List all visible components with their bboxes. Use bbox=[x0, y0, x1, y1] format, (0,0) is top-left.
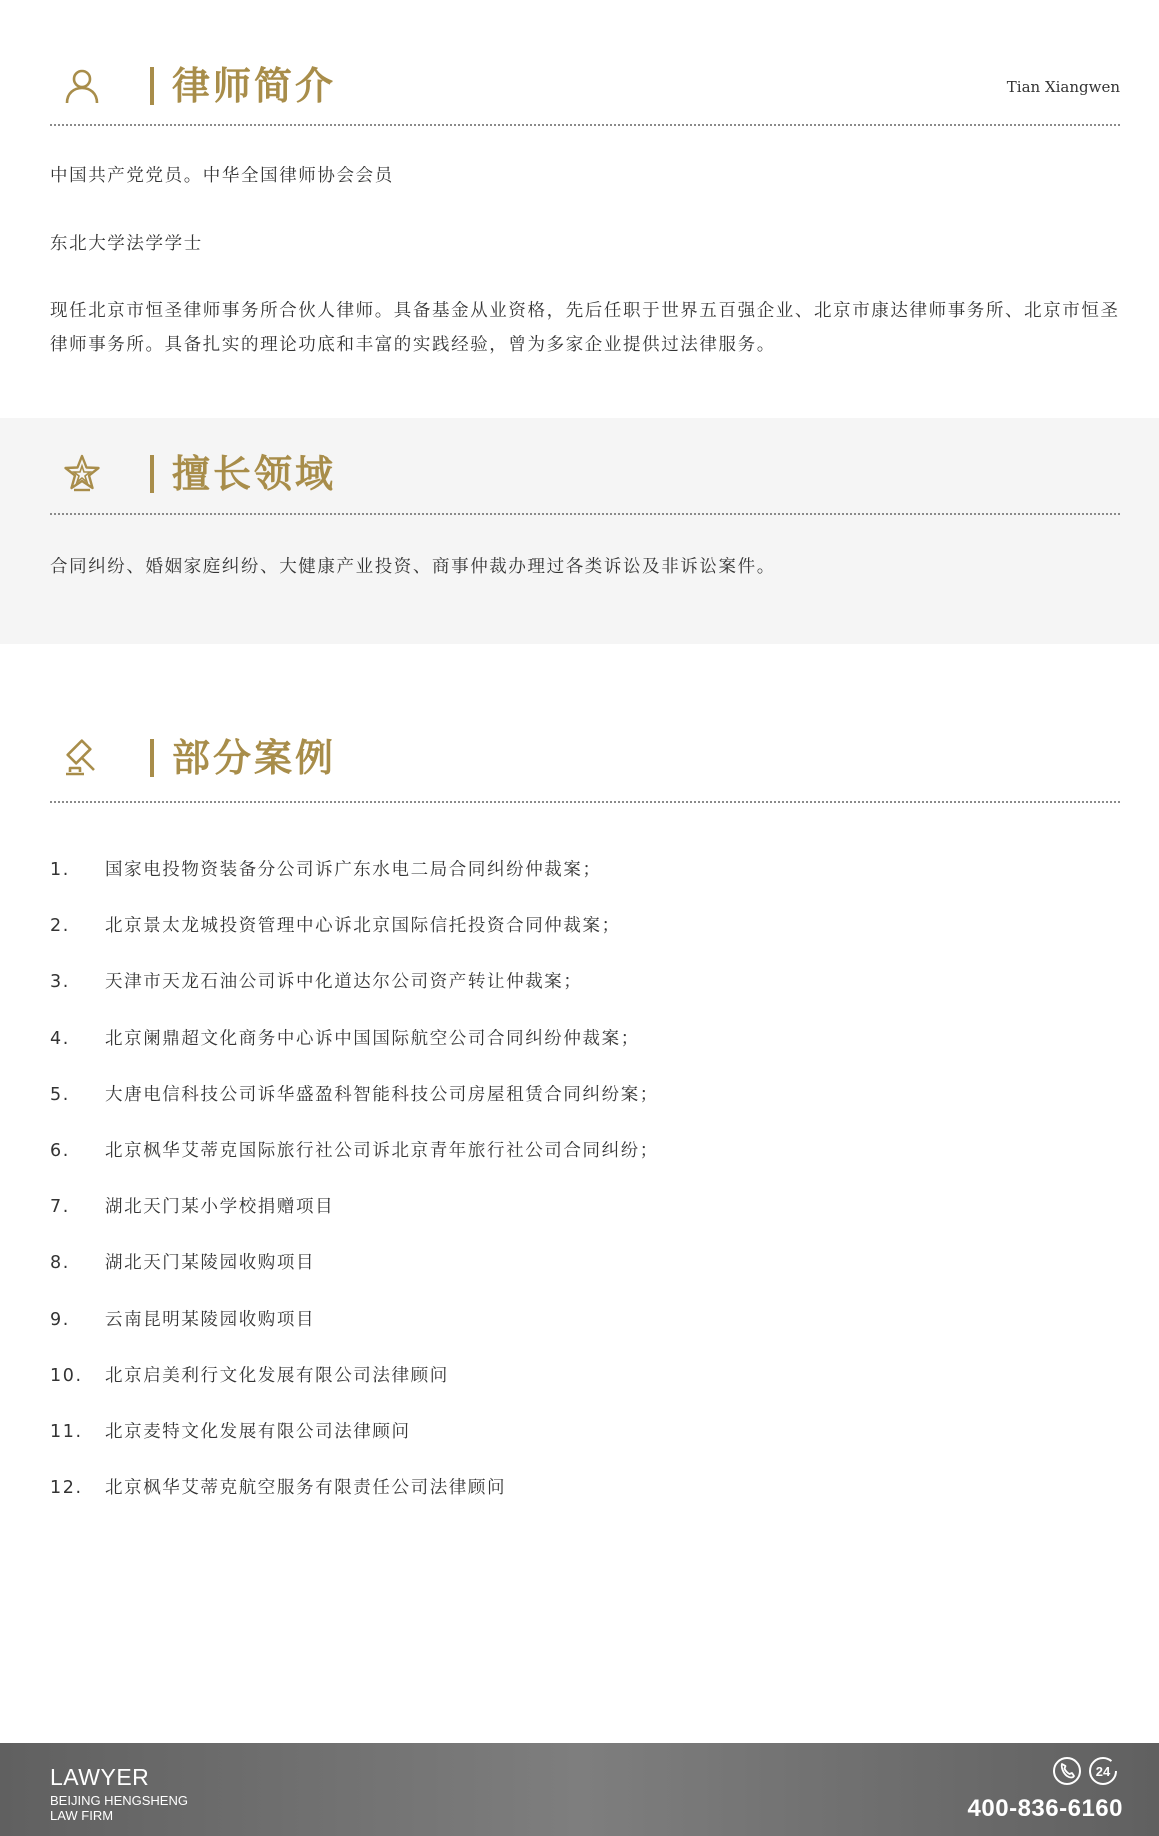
case-number: 2. bbox=[50, 916, 70, 937]
profile-title: 律师简介 bbox=[150, 62, 336, 110]
cases-list bbox=[50, 856, 1120, 1530]
expertise-title: 擅长领域 bbox=[150, 450, 336, 498]
case-number: 5. bbox=[50, 1084, 70, 1105]
gavel-icon bbox=[60, 736, 104, 780]
cases-title: 部分案例 bbox=[150, 734, 336, 782]
list-item bbox=[50, 1025, 1120, 1081]
case-text: 国家电投物资装备分公司诉广东水电二局合同纠纷仲裁案； bbox=[105, 860, 602, 880]
divider bbox=[50, 124, 1120, 126]
case-text: 北京阑鼎超文化商务中心诉中国国际航空公司合同纠纷仲裁案； bbox=[105, 1028, 640, 1049]
divider bbox=[50, 801, 1120, 803]
case-text: 北京枫华艾蒂克国际旅行社公司诉北京青年旅行社公司合同纠纷； bbox=[105, 1140, 659, 1161]
firm-name-line1: BEIJING HENGSHENG bbox=[50, 1793, 188, 1808]
case-number: 9. bbox=[50, 1309, 70, 1330]
expertise-text: 合同纠纷、婚姻家庭纠纷、大健康产业投资、商事仲裁办理过各类诉讼及非诉讼案件。 bbox=[50, 557, 776, 577]
footer bbox=[0, 1743, 1159, 1836]
contact-icons bbox=[1051, 1755, 1121, 1787]
case-number: 1. bbox=[50, 860, 70, 880]
hotline-number[interactable]: 400-836-6160 bbox=[967, 1795, 1123, 1822]
case-text: 湖北天门某小学校捐赠项目 bbox=[105, 1197, 335, 1218]
case-text: 北京景太龙城投资管理中心诉北京国际信托投资合同仲裁案； bbox=[105, 916, 621, 937]
case-number: 10. bbox=[50, 1365, 83, 1386]
cases-header bbox=[50, 728, 1120, 788]
brand-name: LAWYER bbox=[50, 1764, 150, 1790]
profile-section bbox=[0, 0, 1159, 418]
list-item bbox=[50, 1306, 1120, 1362]
list-item bbox=[50, 856, 1120, 912]
case-text: 北京枫华艾蒂克航空服务有限责任公司法律顾问 bbox=[105, 1478, 507, 1499]
list-item bbox=[50, 912, 1120, 968]
case-number: 11. bbox=[50, 1421, 83, 1442]
case-text: 北京启美利行文化发展有限公司法律顾问 bbox=[105, 1365, 449, 1386]
phone-icon bbox=[1054, 1758, 1080, 1784]
case-text: 天津市天龙石油公司诉中化道达尔公司资产转让仲裁案； bbox=[105, 972, 583, 993]
case-number: 3. bbox=[50, 972, 70, 993]
case-number: 4. bbox=[50, 1028, 70, 1049]
list-item bbox=[50, 1474, 1120, 1530]
list-item bbox=[50, 1249, 1120, 1305]
case-text: 大唐电信科技公司诉华盛盈科智能科技公司房屋租赁合同纠纷案； bbox=[105, 1084, 659, 1105]
person-icon bbox=[60, 64, 104, 108]
list-item bbox=[50, 1081, 1120, 1137]
24-hour-icon bbox=[1090, 1758, 1116, 1784]
expertise-header bbox=[50, 444, 1120, 504]
list-item bbox=[50, 1362, 1120, 1418]
case-text: 湖北天门某陵园收购项目 bbox=[105, 1253, 316, 1274]
24-hour-label: 24 bbox=[1095, 1764, 1111, 1779]
lawyer-name-english: Tian Xiangwen bbox=[1006, 78, 1120, 96]
list-item bbox=[50, 968, 1120, 1024]
list-item bbox=[50, 1418, 1120, 1474]
case-text: 云南昆明某陵园收购项目 bbox=[105, 1309, 316, 1330]
cases-section bbox=[0, 644, 1159, 1744]
case-text: 北京麦特文化发展有限公司法律顾问 bbox=[105, 1421, 411, 1442]
case-number: 8. bbox=[50, 1253, 70, 1274]
list-item bbox=[50, 1193, 1120, 1249]
divider bbox=[50, 513, 1120, 515]
firm-name-line2: LAW FIRM bbox=[50, 1808, 114, 1823]
profile-line-career: 现任北京市恒圣律师事务所合伙人律师。具备基金从业资格，先后任职于世界五百强企业、北京市康达律师事务所、北京市恒圣律师事务所。具备扎实的理论功底和丰富的实践经验，曾为多家企业提供过法律服务。 bbox=[50, 301, 1120, 355]
case-number: 12. bbox=[50, 1478, 83, 1499]
case-number: 7. bbox=[50, 1197, 70, 1218]
list-item bbox=[50, 1137, 1120, 1193]
profile-line-education: 东北大学法学学士 bbox=[50, 234, 203, 254]
award-star-icon bbox=[60, 452, 104, 496]
expertise-section bbox=[0, 418, 1159, 644]
case-number: 6. bbox=[50, 1140, 70, 1161]
profile-header bbox=[50, 56, 1120, 116]
profile-line-membership: 中国共产党党员。中华全国律师协会会员 bbox=[50, 166, 394, 186]
